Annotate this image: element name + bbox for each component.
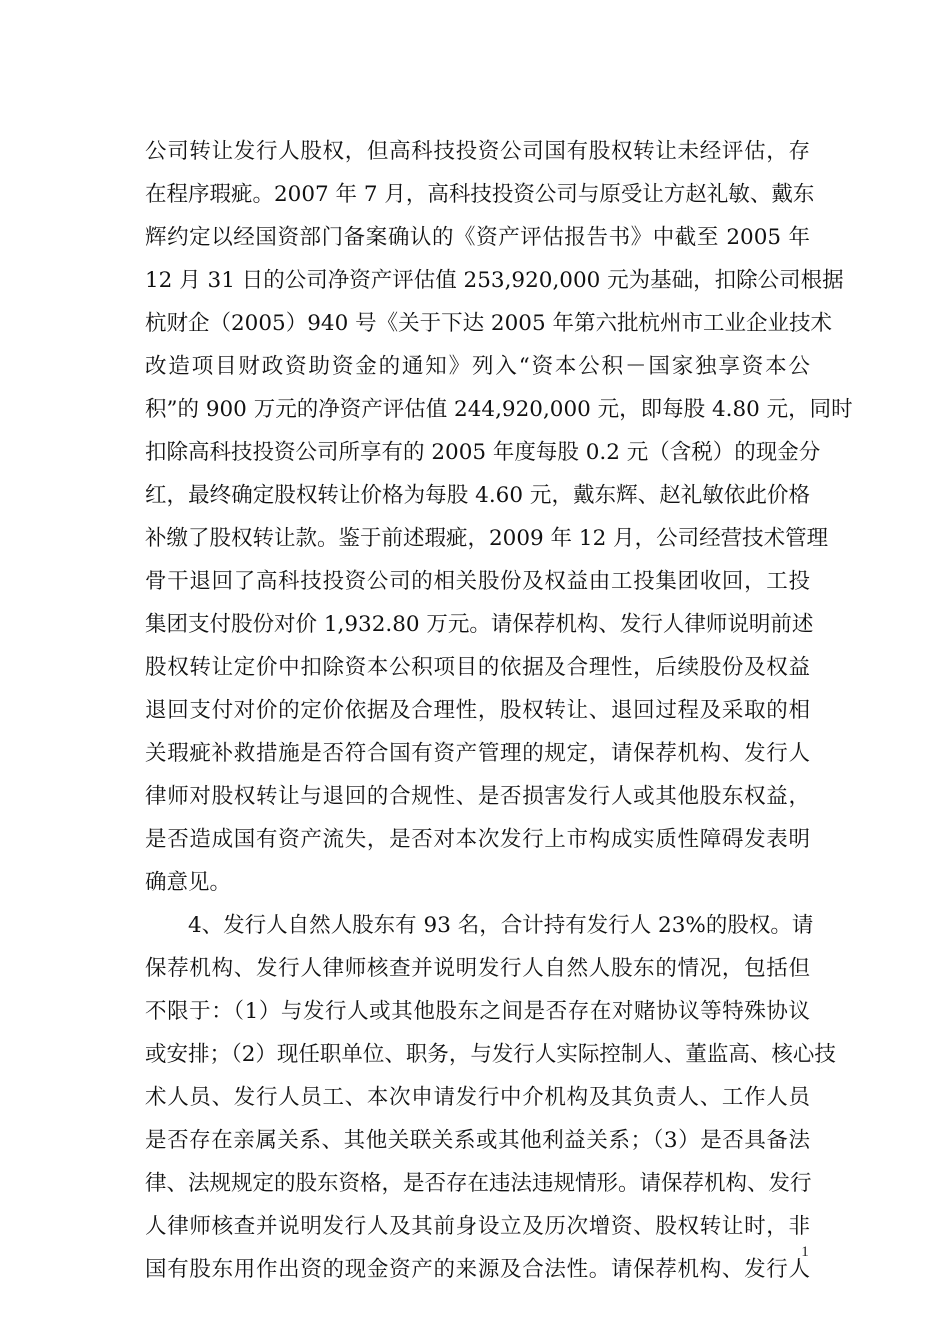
- text-line: 律、法规规定的股东资格，是否存在违法违规情形。请保荐机构、发行: [145, 1171, 812, 1196]
- text-line: 是否存在亲属关系、其他关联关系或其他利益关系；（3）是否具备法: [145, 1128, 810, 1153]
- text-line: 退回支付对价的定价依据及合理性，股权转让、退回过程及采取的相: [145, 698, 810, 723]
- text-line: 或安排；（2）现任职单位、职务，与发行人实际控制人、董监高、核心技: [145, 1042, 836, 1067]
- paragraph-continued: [145, 130, 853, 904]
- text-line: 在程序瑕疵。2007 年 7 月，高科技投资公司与原受让方赵礼敏、戴东: [145, 182, 815, 207]
- text-line: 集团支付股份对价 1,932.80 万元。请保荐机构、发行人律师说明前述: [145, 612, 814, 637]
- page-number: 1: [801, 1244, 809, 1260]
- text-line: 保荐机构、发行人律师核查并说明发行人自然人股东的情况，包括但: [145, 956, 810, 981]
- text-line: 改造项目财政资助资金的通知》列入“资本公积－国家独享资本公: [145, 354, 810, 379]
- text-line: 辉约定以经国资部门备案确认的《资产评估报告书》中截至 2005 年: [145, 225, 810, 250]
- text-line: 补缴了股权转让款。鉴于前述瑕疵，2009 年 12 月，公司经营技术管理: [145, 526, 829, 551]
- text-line: 国有股东用作出资的现金资产的来源及合法性。请保荐机构、发行人: [145, 1257, 810, 1282]
- paragraph-item-4: [145, 904, 836, 1291]
- text-line: 律师对股权转让与退回的合规性、是否损害发行人或其他股东权益，: [145, 784, 810, 809]
- text-line: 是否造成国有资产流失，是否对本次发行上市构成实质性障碍发表明: [145, 827, 810, 852]
- text-line: 红，最终确定股权转让价格为每股 4.60 元，戴东辉、赵礼敏依此价格: [145, 483, 810, 508]
- text-line: 骨干退回了高科技投资公司的相关股份及权益由工投集团收回，工投: [145, 569, 810, 594]
- text-line: 扣除高科技投资公司所享有的 2005 年度每股 0.2 元（含税）的现金分: [145, 440, 821, 465]
- text-line: 术人员、发行人员工、本次申请发行中介机构及其负责人、工作人员: [145, 1085, 810, 1110]
- body-text: [145, 130, 853, 1291]
- text-line: 人律师核查并说明发行人及其前身设立及历次增资、股权转让时，非: [145, 1214, 810, 1239]
- text-line: 关瑕疵补救措施是否符合国有资产管理的规定，请保荐机构、发行人: [145, 741, 810, 766]
- text-line: 不限于：（1）与发行人或其他股东之间是否存在对赌协议等特殊协议: [145, 999, 810, 1024]
- text-line: 股权转让定价中扣除资本公积项目的依据及合理性，后续股份及权益: [145, 655, 810, 680]
- text-line: 确意见。: [145, 870, 232, 895]
- text-line: 公司转让发行人股权，但高科技投资公司国有股权转让未经评估，存: [145, 139, 810, 164]
- text-line: 4、发行人自然人股东有 93 名，合计持有发行人 23%的股权。请: [188, 913, 814, 938]
- text-line: 杭财企（2005）940 号《关于下达 2005 年第六批杭州市工业企业技术: [145, 311, 832, 336]
- text-line: 12 月 31 日的公司净资产评估值 253,920,000 元为基础，扣除公司根据: [145, 268, 844, 293]
- text-line: 积”的 900 万元的净资产评估值 244,920,000 元，即每股 4.80 元，同时: [145, 397, 853, 422]
